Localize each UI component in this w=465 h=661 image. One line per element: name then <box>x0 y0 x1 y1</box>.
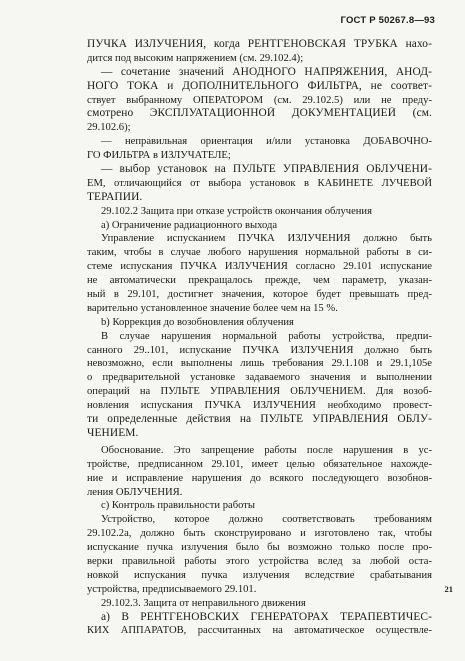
text-line: 29.102.2 Защита при отказе устройств окончания облучения <box>101 205 372 217</box>
text-line: верки правильной работы этого устройства вслед за любой оста- <box>87 555 432 567</box>
text-line: Устройство, которое должно соответствовать требованиям <box>101 514 432 526</box>
text-line: о предварительной установке задаваемого значения и выполнении <box>87 372 432 384</box>
text-line: смотрено ЭКСПЛУАТАЦИОННОЙ ДОКУМЕНТАЦИЕЙ (см. <box>87 107 432 120</box>
text-line: ние и исправление нарушения до всякого последующего возобнов- <box>87 472 432 484</box>
text-line: с) Контроль правильности работы <box>101 500 255 512</box>
text-line: таким, чтобы в случае любого нарушения нормальной работы в си- <box>87 247 432 259</box>
text-line: а) В РЕНТГЕНОВСКИХ ГЕНЕРАТОРАХ ТЕРАПЕВТИЧЕС- <box>101 610 432 623</box>
page-number: 21 <box>444 584 453 594</box>
text-line: 29.102.3. Защита от неправильного движения <box>101 597 306 609</box>
text-line: — сочетание значений АНОДНОГО НАПРЯЖЕНИЯ, АНОД- <box>101 65 432 78</box>
text-line: новкой испускания пучка излучения вследствие срабатывания <box>87 569 432 581</box>
text-line: b) Коррекция до возобновления облучения <box>101 316 294 328</box>
text-line: ный в 29.101, достигнет значения, которое будет превышать пред- <box>87 289 432 301</box>
text-line: В случае нарушения нормальной работы устройства, предпи- <box>101 330 432 342</box>
text-line: — выбор установок на ПУЛЬТЕ УПРАВЛЕНИЯ ОБЛУЧЕНИ- <box>101 163 432 176</box>
text-line: санного 29..101, испускание ПУЧКА ИЗЛУЧЕНИЯ должно быть <box>87 344 432 356</box>
text-line: не автоматически прекращалось прежде, чем параметр, указан- <box>87 275 432 287</box>
text-line: ствует выбранному ОПЕРАТОРОМ (см. 29.102.5) или не преду- <box>87 94 432 106</box>
text-line: ГО ФИЛЬТРА в ИЗЛУЧАТЕЛЕ; <box>87 150 231 162</box>
body-text <box>87 38 432 638</box>
text-line: ЧЕНИЕМ. <box>87 426 139 439</box>
text-line: стеме испускания ПУЧКА ИЗЛУЧЕНИЯ согласно 29.101 испускание <box>87 261 432 273</box>
text-line: испускание пучка излучения было бы возможно только после про- <box>87 542 432 554</box>
text-line: а) Ограничение радиационного выхода <box>101 219 278 231</box>
text-line: ПУЧКА ИЗЛУЧЕНИЯ, когда РЕНТГЕНОВСКАЯ ТРУБКА нахо- <box>87 38 432 50</box>
text-line: тройстве, предписанном 29.101, имеет целью обязательное нахожде- <box>87 458 432 470</box>
text-line: операций на ПУЛЬТЕ УПРАВЛЕНИЯ ОБЛУЧЕНИЕМ. Для возоб- <box>87 386 432 398</box>
text-line: — неправильная ориентация и/или установка ДОБАВОЧНО- <box>101 136 432 148</box>
text-line: варительно установленное значение более чем на 15 %. <box>87 302 338 314</box>
text-line: Управление испусканием ПУЧКА ИЗЛУЧЕНИЯ должно быть <box>101 233 432 245</box>
text-line: Обоснование. Это запрещение работы после нарушения в ус- <box>101 444 432 456</box>
text-line: ЕМ, отличающийся от выбора установок в КАБИНЕТЕ ЛУЧЕВОЙ <box>87 177 432 189</box>
text-line: невозможно, если выполнены лишь требования 29.1.108 и 29.1,105е <box>87 358 432 370</box>
text-line: устройства, предписываемого 29.101. <box>87 583 257 595</box>
text-line: КИХ АППАРАТОВ, рассчитанных на автоматическое осуществле- <box>87 625 432 637</box>
document-header: ГОСТ Р 50267.8—93 <box>340 15 435 26</box>
text-line: ТЕРАПИИ. <box>87 190 143 203</box>
text-line: ти определенные действия на ПУЛЬТЕ УПРАВЛЕНИЯ ОБЛУ- <box>87 413 432 426</box>
text-line: дится под высоким напряжением (см. 29.102.4); <box>87 52 304 64</box>
text-line: ления ОБЛУЧЕНИЯ. <box>87 486 183 498</box>
text-line: НОГО ТОКА и ДОПОЛНИТЕЛЬНОГО ФИЛЬТРА, не соответ- <box>87 79 432 92</box>
text-line: 29.102.6); <box>87 122 131 134</box>
text-line: 29.102.2а, должно быть сконструировано и изготовлено так, чтобы <box>87 528 432 540</box>
text-line: новления испускания ПУЧКА ИЗЛУЧЕНИЯ необходимо провест- <box>87 400 432 412</box>
